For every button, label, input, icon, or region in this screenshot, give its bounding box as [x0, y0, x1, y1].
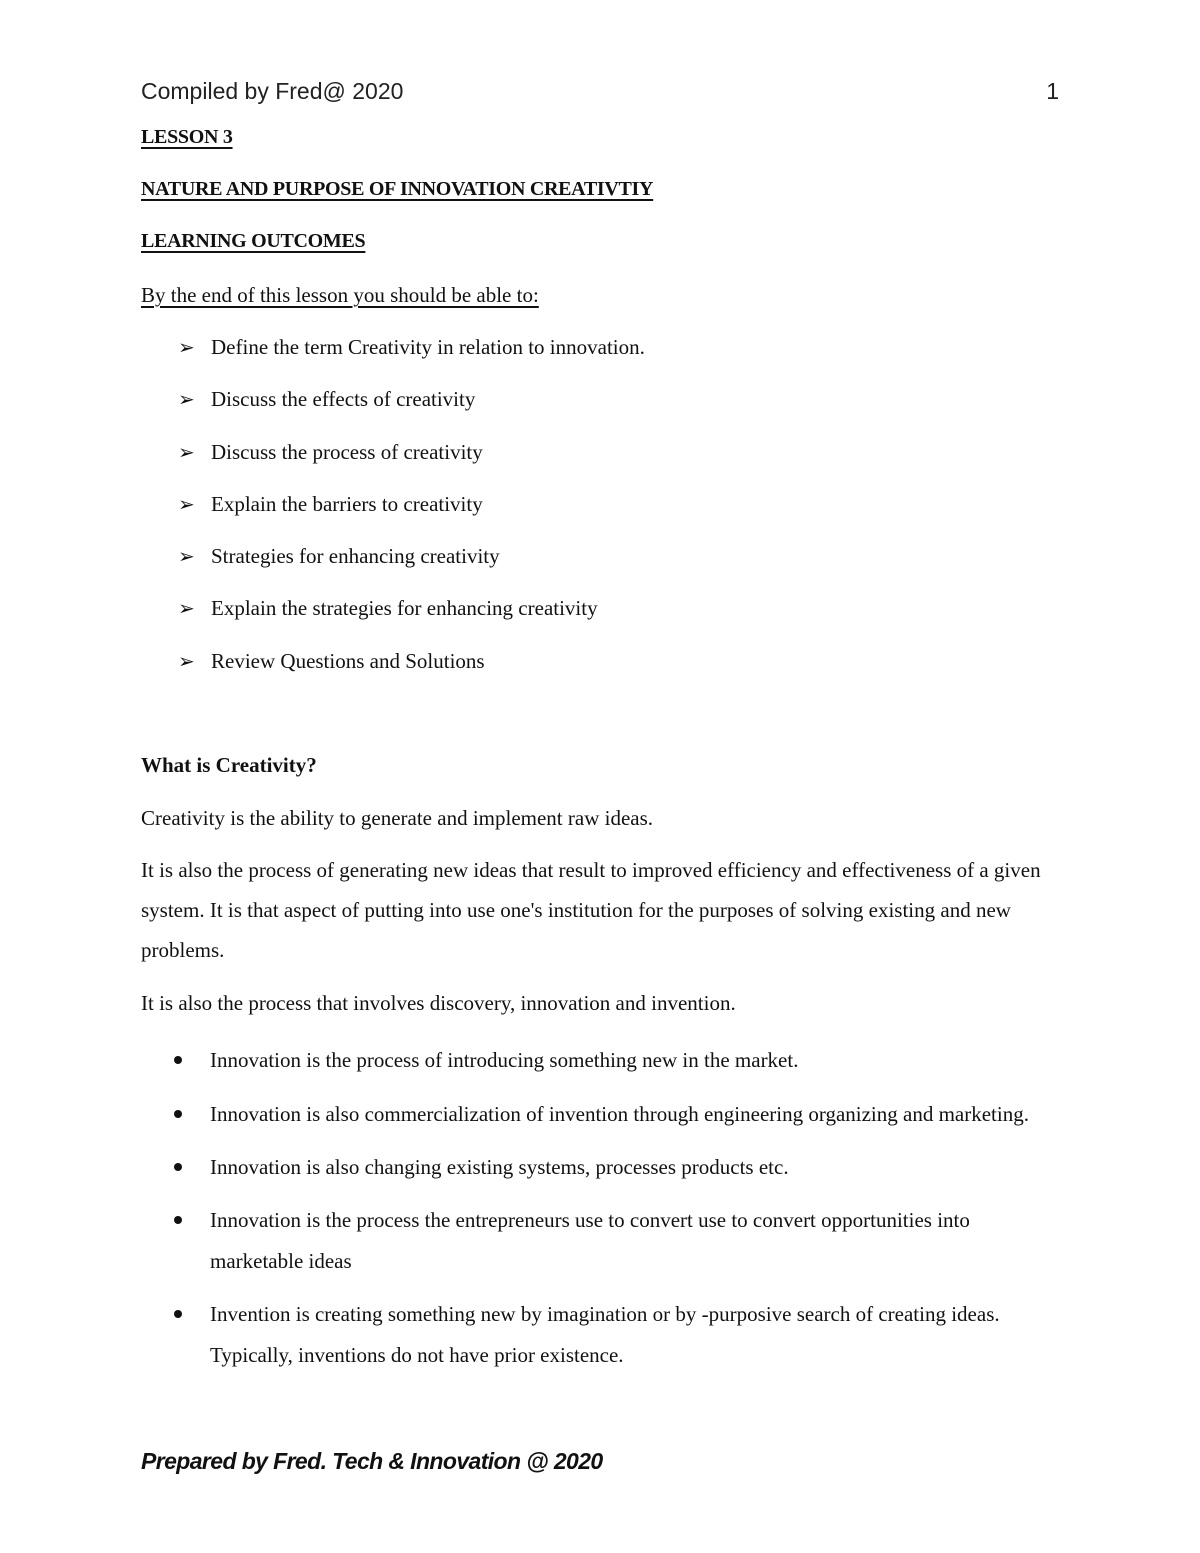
outcomes-intro: By the end of this lesson you should be able to:	[141, 283, 539, 307]
paragraph: It is also the process that involves discovery, innovation and invention.	[141, 991, 736, 1015]
bullet-text: Innovation is also changing existing systems, processes products etc.	[210, 1155, 789, 1179]
list-item	[178, 330, 645, 382]
list-item	[172, 1094, 1062, 1135]
bullet-text: Invention is creating something new by imagination or by -purposive search of creating ideas. Typically, inventions do not have prior existence.	[210, 1302, 1000, 1367]
list-item	[178, 435, 645, 487]
outcome-text: Define the term Creativity in relation to innovation.	[211, 335, 645, 359]
list-item	[172, 1294, 1062, 1376]
list-item	[172, 1040, 1062, 1081]
list-item	[178, 487, 645, 539]
bullet-dot-icon	[172, 1200, 210, 1241]
arrow-bullet-icon: ➢	[178, 387, 195, 412]
bullet-text: Innovation is also commercialization of invention through engineering organizing and marketing.	[210, 1102, 1029, 1126]
definitions-list	[172, 1040, 1062, 1388]
lesson-label: LESSON 3	[141, 126, 233, 148]
bullet-text: Innovation is the process the entrepreneurs use to convert use to convert opportunities into marketable ideas	[210, 1208, 970, 1273]
page-header: Compiled by Fred@ 2020	[141, 78, 404, 104]
outcome-text: Discuss the effects of creativity	[211, 387, 476, 412]
lesson-title: NATURE AND PURPOSE OF INNOVATION CREATIVTIY	[141, 178, 654, 200]
outcome-text: Review Questions and Solutions	[211, 648, 485, 673]
section-heading: What is Creativity?	[141, 753, 317, 777]
paragraph: Creativity is the ability to generate and implement raw ideas.	[141, 806, 654, 830]
arrow-bullet-icon: ➢	[178, 439, 195, 464]
outcome-text: Discuss the process of creativity	[211, 439, 483, 464]
arrow-bullet-icon: ➢	[178, 648, 195, 673]
arrow-bullet-icon: ➢	[178, 596, 195, 621]
list-item	[178, 382, 645, 434]
bullet-text: Innovation is the process of introducing something new in the market.	[210, 1048, 799, 1072]
arrow-bullet-icon: ➢	[178, 544, 195, 569]
list-item	[178, 591, 645, 643]
list-item	[172, 1147, 1062, 1188]
outcome-text: Explain the barriers to creativity	[211, 491, 483, 516]
outcome-text: Strategies for enhancing creativity	[211, 544, 500, 569]
paragraph: It is also the process of generating new ideas that result to improved efficiency and effectiveness of a given system. It is that aspect of putting into use one's institution for the purposes of solving existing and new problems.	[141, 858, 1041, 962]
learning-outcomes-heading: LEARNING OUTCOMES	[141, 230, 366, 252]
bullet-dot-icon	[172, 1294, 210, 1335]
page-footer: Prepared by Fred. Tech & Innovation @ 2020	[141, 1448, 603, 1474]
arrow-bullet-icon: ➢	[178, 335, 195, 359]
page-number: 1	[1046, 78, 1059, 104]
list-item	[178, 539, 645, 591]
arrow-bullet-icon: ➢	[178, 491, 195, 516]
list-item	[178, 644, 645, 696]
outcome-text: Explain the strategies for enhancing creativity	[211, 596, 598, 621]
bullet-dot-icon	[172, 1094, 210, 1135]
learning-outcomes-list	[178, 330, 645, 696]
list-item	[172, 1200, 1062, 1282]
bullet-dot-icon	[172, 1147, 210, 1188]
bullet-dot-icon	[172, 1040, 210, 1081]
